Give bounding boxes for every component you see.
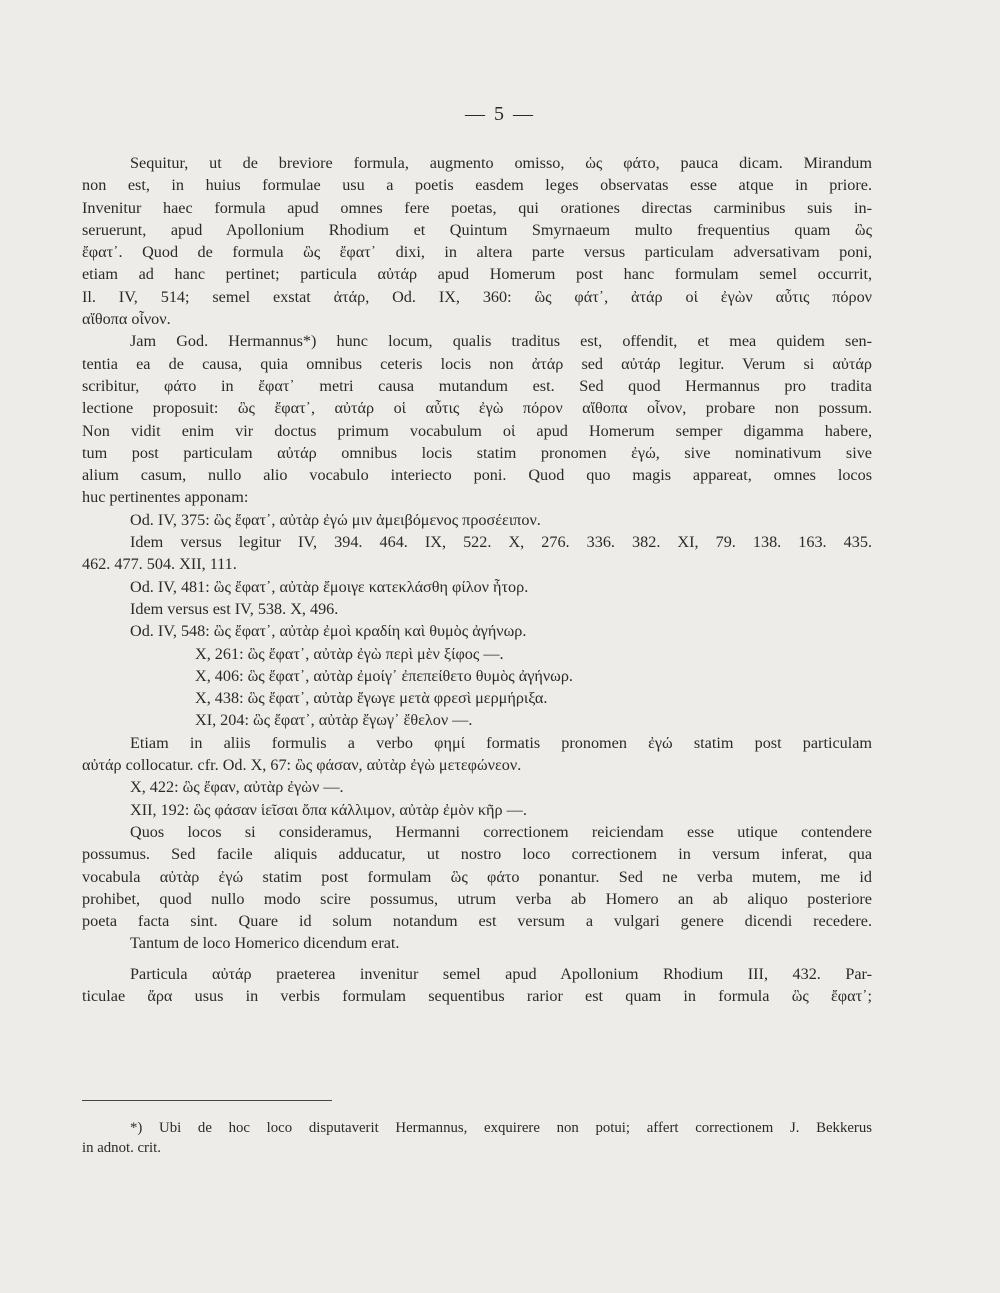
footnote-line: *) Ubi de hoc loco disputaverit Hermannus, exquirere non potui; affert correctionem J. Bekkerus — [130, 1120, 872, 1136]
text-line: vocabula αὐτὰρ ἐγώ statim post formulam ὣς φάτο ponantur. Sed ne verba mutem, me id — [82, 867, 872, 886]
text-line: alium casum, nullo alio vocabulo interiecto poni. Quod quo magis appareat, omnes locos — [82, 466, 872, 485]
text-line: ἔφατ᾽. Quod de formula ὣς ἔφατ᾽ dixi, in altera parte versus particulam adversativam poni, — [82, 243, 872, 262]
text-line: seruerunt, apud Apollonium Rhodium et Quintum Smyrnaeum multo frequentius quam ὣς — [82, 220, 872, 239]
text-line: X, 438: ὣς ἔφατ᾽, αὐτὰρ ἔγωγε μετὰ φρεσὶ μερμήριξα. — [195, 689, 548, 708]
text-line: scribitur, φάτο in ἔφατ᾽ metri causa mutandum est. Sed quod Hermannus pro tradita — [82, 376, 872, 395]
text-line: 462. 477. 504. XII, 111. — [82, 555, 237, 574]
text-line: Invenitur haec formula apud omnes fere poetas, qui orationes directas carminibus suis in- — [82, 198, 872, 217]
text-line: Quos locos si consideramus, Hermanni correctionem reiciendam esse utique contendere — [130, 822, 872, 841]
page-number: — 5 — — [465, 103, 535, 125]
text-line: X, 422: ὣς ἔφαν, αὐτὰρ ἐγὼν —. — [130, 778, 344, 797]
text-line: Idem versus legitur IV, 394. 464. IX, 522. X, 276. 336. 382. XI, 79. 138. 163. 435. — [130, 533, 872, 552]
text-line: tentia ea de causa, quia omnibus ceteris locis non ἀτάρ sed αὐτάρ legitur. Verum si αὐτάρ — [82, 354, 872, 373]
footnote-line: in adnot. crit. — [82, 1140, 161, 1156]
text-line: X, 406: ὣς ἔφατ᾽, αὐτὰρ ἐμοίγ᾽ ἐπεπείθετο θυμὸς ἀγήνωρ. — [195, 666, 573, 685]
text-line: XII, 192: ὣς φάσαν ἱεῖσαι ὄπα κάλλιμον, αὐτὰρ ἐμὸν κῆρ —. — [130, 800, 527, 819]
text-line: X, 261: ὣς ἔφατ᾽, αὐτὰρ ἐγὼ περὶ μὲν ξίφος —. — [195, 644, 504, 663]
text-line: αἴθοπα οἶνον. — [82, 310, 171, 329]
text-line: Idem versus est IV, 538. X, 496. — [130, 599, 339, 618]
body-text — [82, 152, 872, 1007]
text-line: non est, in huius formulae usu a poetis easdem leges observatas esse atque in priore. — [82, 176, 872, 195]
text-line: etiam ad hanc pertinet; particula αὐτάρ apud Homerum post hanc formulam semel occurrit, — [82, 265, 872, 284]
text-line: huc pertinentes apponam: — [82, 488, 249, 507]
text-line: Sequitur, ut de breviore formula, augmento omisso, ὡς φάτο, pauca dicam. Mirandum — [130, 154, 872, 172]
footnote — [82, 1118, 872, 1158]
text-line: possumus. Sed facile aliquis adducatur, ut nostro loco correctionem in versum inferat, qua — [82, 845, 872, 864]
text-line: Tantum de loco Homerico dicendum erat. — [130, 934, 400, 953]
text-line: Od. IV, 375: ὣς ἔφατ᾽, αὐτὰρ ἐγώ μιν ἀμειβόμενος προσέειπον. — [130, 510, 541, 529]
text-line: Jam God. Hermannus*) hunc locum, qualis traditus est, offendit, et mea quidem sen- — [130, 332, 872, 351]
text-line: Od. IV, 548: ὣς ἔφατ᾽, αὐτὰρ ἐμοὶ κραδίη καὶ θυμὸς ἀγήνωρ. — [130, 622, 527, 641]
text-line: Non vidit enim vir doctus primum vocabulum οἱ apud Homerum semper digamma habere, — [82, 421, 872, 440]
footnote-rule — [82, 1100, 332, 1101]
text-line: poeta facta sint. Quare id solum notandum est versum a vulgari genere dicendi recedere. — [82, 912, 872, 931]
text-line: Od. IV, 481: ὣς ἔφατ᾽, αὐτὰρ ἔμοιγε κατεκλάσθη φίλον ἦτορ. — [130, 577, 529, 596]
text-line: αὐτάρ collocatur. cfr. Od. X, 67: ὣς φάσαν, αὐτὰρ ἐγὼ μετεφώνεον. — [82, 756, 522, 775]
text-line: tum post particulam αὐτάρ omnibus locis statim pronomen ἐγώ, sive nominativum sive — [82, 443, 872, 462]
text-line: Il. IV, 514; semel exstat ἀτάρ, Od. IX, 360: ὣς φάτ᾽, ἀτάρ οἱ ἐγὼν αὖτις πόρον — [82, 287, 872, 306]
text-line: prohibet, quod nullo modo scire possumus, utrum verba ab Homero an ab aliquo posteriore — [82, 889, 872, 908]
text-line: lectione proposuit: ὣς ἔφατ᾽, αὐτάρ οἱ αὖτις ἐγὼ πόρον αἴθοπα οἶνον, probare non possum. — [82, 399, 872, 418]
text-line: XI, 204: ὣς ἔφατ᾽, αὐτὰρ ἔγωγ᾽ ἔθελον —. — [195, 711, 473, 730]
text-line: Etiam in aliis formulis a verbo φημί formatis pronomen ἐγώ statim post particulam — [130, 733, 872, 752]
text-line: Particula αὐτάρ praeterea invenitur semel apud Apollonium Rhodium III, 432. Par- — [130, 964, 872, 983]
text-line: ticulae ἄρα usus in verbis formulam sequentibus rarior est quam in formula ὣς ἔφατ᾽; — [82, 986, 872, 1005]
